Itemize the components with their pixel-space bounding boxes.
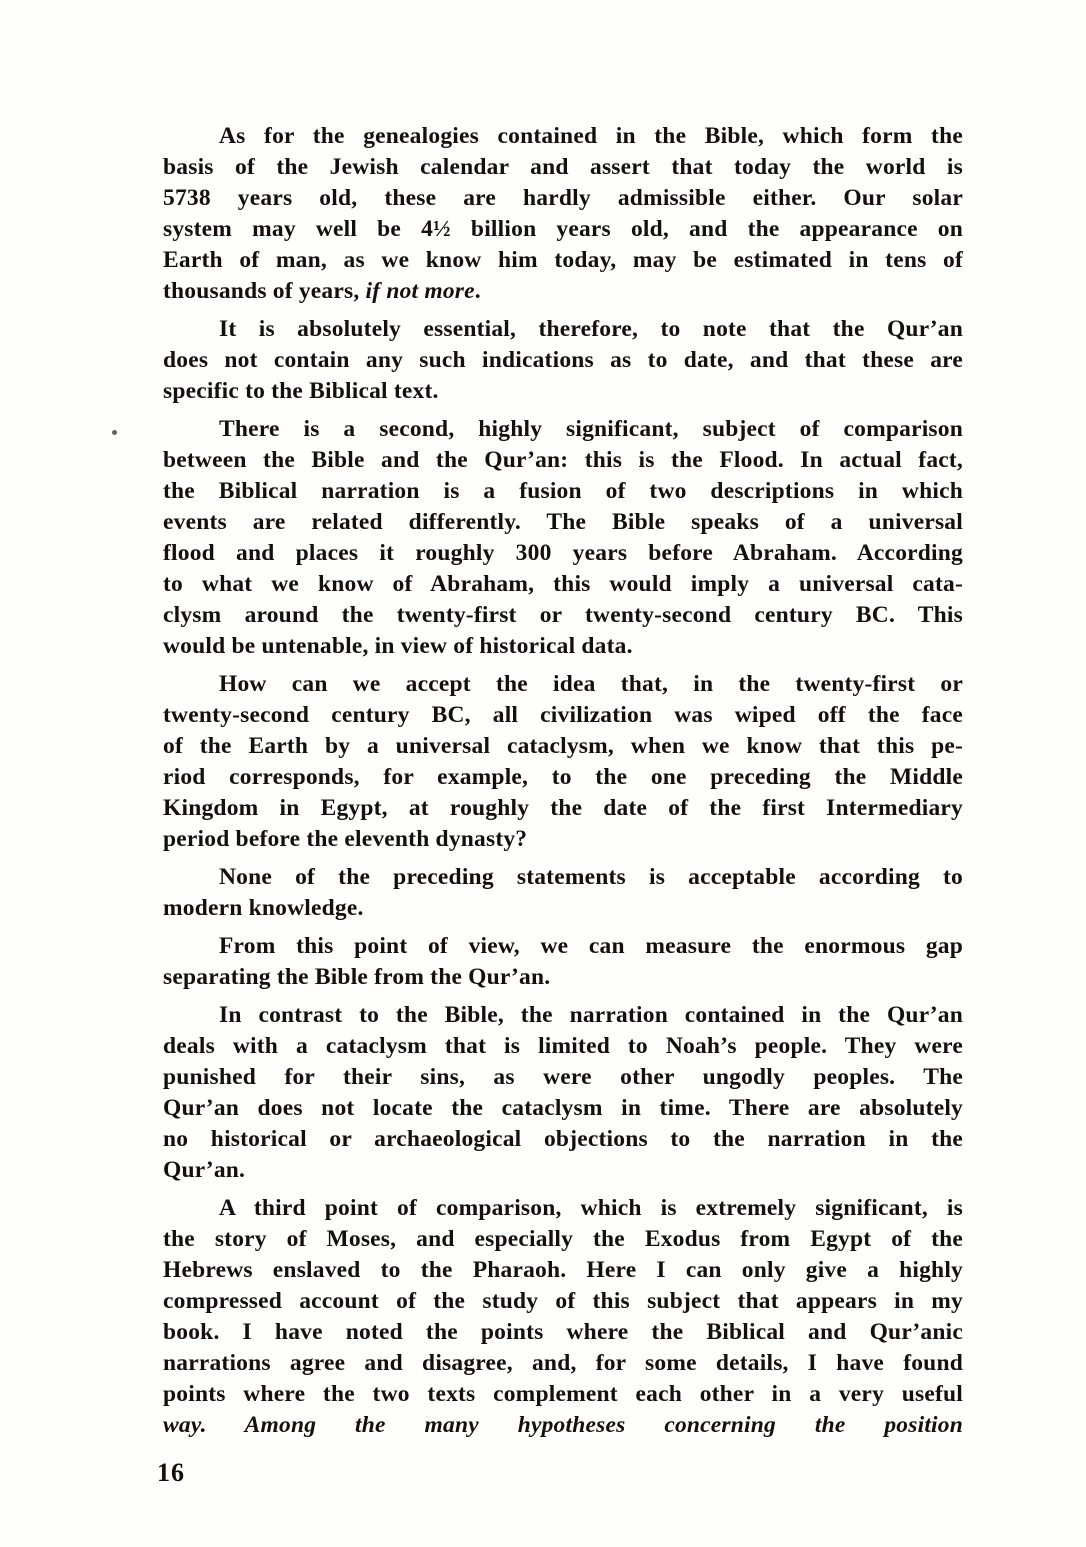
text-line (163, 538, 963, 569)
text-run: book. I have noted the points where the Biblical and Qur’anic (163, 1319, 963, 1345)
paragraph (163, 314, 963, 407)
text-run: Qur’an. (163, 1157, 246, 1183)
text-run: events are related differently. The Bible speaks of a universal (163, 509, 963, 535)
text-run: period before the eleventh dynasty? (163, 826, 528, 852)
text-line (163, 507, 963, 538)
text-run: the Biblical narration is a fusion of two descriptions in which (163, 478, 963, 504)
text-run: basis of the Jewish calendar and assert that today the world is (163, 154, 963, 180)
text-run: to what we know of Abraham, this would imply a universal cata- (163, 571, 963, 597)
text-run: In contrast to the Bible, the narration contained in the Qur’an (219, 1002, 963, 1028)
text-run: . (474, 278, 481, 304)
text-line (163, 214, 963, 245)
text-run: Earth of man, as we know him today, may be estimated in tens of (163, 247, 963, 273)
text-line (163, 445, 963, 476)
paragraph (163, 1000, 963, 1186)
text-run: A third point of comparison, which is extremely significant, is (219, 1195, 963, 1221)
paragraph (163, 862, 963, 924)
text-run: the story of Moses, and especially the Exodus from Egypt of the (163, 1226, 963, 1252)
text-line (163, 376, 963, 407)
text-run: How can we accept the idea that, in the twenty-first or (219, 671, 963, 697)
text-run: thousands of years, (163, 278, 366, 304)
text-line (163, 1224, 963, 1255)
text-run: From this point of view, we can measure the enormous gap (219, 933, 963, 959)
text-line (163, 1379, 963, 1410)
text-run: There is a second, highly significant, subject of comparison (219, 416, 963, 442)
text-run: 5738 years old, these are hardly admissible either. Our solar (163, 185, 963, 211)
paragraph (163, 669, 963, 855)
text-run: Hebrews enslaved to the Pharaoh. Here I can only give a highly (163, 1257, 963, 1283)
body-text (163, 121, 963, 1448)
text-line (163, 762, 963, 793)
text-run: deals with a cataclysm that is limited to Noah’s people. They were (163, 1033, 963, 1059)
text-run: modern knowledge. (163, 895, 364, 921)
text-run: None of the preceding statements is acceptable according to (219, 864, 963, 890)
text-line (163, 962, 963, 993)
text-run: of the Earth by a universal cataclysm, when we know that this pe- (163, 733, 963, 759)
text-line (163, 1000, 963, 1031)
text-run: specific to the Biblical text. (163, 378, 439, 404)
text-line (163, 700, 963, 731)
text-line (163, 476, 963, 507)
italic-text-run: way. Among the many hypotheses concerning the position (163, 1412, 963, 1438)
text-line (163, 1062, 963, 1093)
text-run: separating the Bible from the Qur’an. (163, 964, 551, 990)
paragraph (163, 1193, 963, 1441)
text-line (163, 121, 963, 152)
text-run: Kingdom in Egypt, at roughly the date of the first Intermediary (163, 795, 963, 821)
text-line (163, 931, 963, 962)
scan-artifact-dot (112, 430, 117, 435)
text-line (163, 600, 963, 631)
text-run: flood and places it roughly 300 years before Abraham. According (163, 540, 963, 566)
text-run: riod corresponds, for example, to the one preceding the Middle (163, 764, 963, 790)
text-line (163, 824, 963, 855)
paragraph (163, 931, 963, 993)
text-line (163, 893, 963, 924)
page-number: 16 (157, 1458, 185, 1487)
text-line (163, 414, 963, 445)
text-run: It is absolutely essential, therefore, to note that the Qur’an (219, 316, 963, 342)
text-run: Qur’an does not locate the cataclysm in time. There are absolutely (163, 1095, 963, 1121)
text-line (163, 1410, 963, 1441)
text-line (163, 569, 963, 600)
text-line (163, 669, 963, 700)
text-line (163, 1031, 963, 1062)
text-line (163, 314, 963, 345)
text-line (163, 183, 963, 214)
text-run: points where the two texts complement each other in a very useful (163, 1381, 963, 1407)
text-line (163, 1093, 963, 1124)
text-run: compressed account of the study of this subject that appears in my (163, 1288, 963, 1314)
text-line (163, 1124, 963, 1155)
text-run: does not contain any such indications as to date, and that these are (163, 347, 963, 373)
text-run: narrations agree and disagree, and, for some details, I have found (163, 1350, 963, 1376)
paragraph (163, 414, 963, 662)
text-line (163, 1155, 963, 1186)
text-run: punished for their sins, as were other ungodly peoples. The (163, 1064, 963, 1090)
text-line (163, 1193, 963, 1224)
italic-text-run: if not more (365, 278, 475, 304)
text-line (163, 276, 963, 307)
text-run: twenty-second century BC, all civilization was wiped off the face (163, 702, 963, 728)
text-run: As for the genealogies contained in the Bible, which form the (219, 123, 963, 149)
text-run: no historical or archaeological objections to the narration in the (163, 1126, 963, 1152)
text-line (163, 345, 963, 376)
text-line (163, 1317, 963, 1348)
text-line (163, 731, 963, 762)
text-line (163, 1348, 963, 1379)
text-line (163, 793, 963, 824)
text-run: system may well be 4½ billion years old, and the appearance on (163, 216, 963, 242)
text-line (163, 631, 963, 662)
text-line (163, 1255, 963, 1286)
text-run: clysm around the twenty-first or twenty-second century BC. This (163, 602, 963, 628)
text-line (163, 862, 963, 893)
text-run: would be untenable, in view of historical data. (163, 633, 633, 659)
text-run: between the Bible and the Qur’an: this is the Flood. In actual fact, (163, 447, 963, 473)
paragraph (163, 121, 963, 307)
text-line (163, 1286, 963, 1317)
text-line (163, 245, 963, 276)
text-line (163, 152, 963, 183)
